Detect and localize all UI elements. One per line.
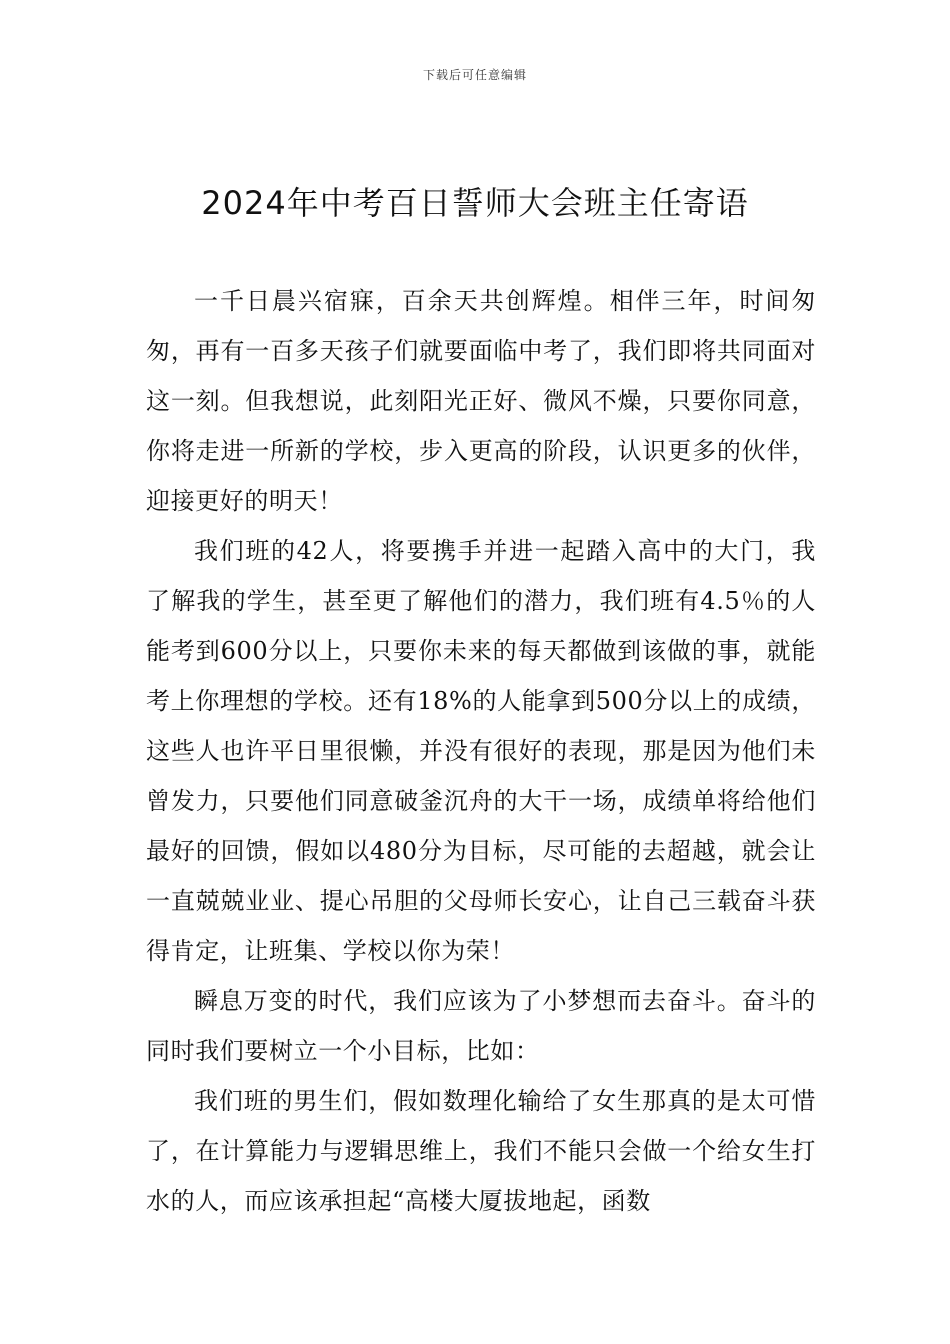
header-note: 下载后可任意编辑 <box>422 68 527 82</box>
paragraph-3: 瞬息万变的时代，我们应该为了小梦想而去奋斗。奋斗的同时我们要树立一个小目标，比如： <box>146 987 816 1065</box>
document-title: 2024年中考百日誓师大会班主任寄语 <box>201 184 749 222</box>
paragraph-1: 一千日晨兴宿寐，百余天共创辉煌。相伴三年，时间匆匆，再有一百多天孩子们就要面临中考了，我们即将共同面对这一刻。但我想说，此刻阳光正好、微风不燥，只要你同意，你将走进一所新的学校，步入更高的阶段，认识更多的伙伴，迎接更好的明天！ <box>146 287 816 515</box>
paragraph-4: 我们班的男生们，假如数理化输给了女生那真的是太可惜了，在计算能力与逻辑思维上，我们不能只会做一个给女生打水的人，而应该承担起“高楼大厦拔地起，函数 <box>146 1087 816 1215</box>
paragraph-2: 我们班的42人，将要携手并进一起踏入高中的大门，我了解我的学生，甚至更了解他们的潜力，我们班有4.5％的人能考到600分以上，只要你未来的每天都做到该做的事，就能考上你理想的学校。还有18%的人能拿到500分以上的成绩，这些人也许平日里很懒，并没有很好的表现，那是因为他们未曾发力，只要他们同意破釜沉舟的大干一场，成绩单将给他们最好的回馈，假如以480分为目标，尽可能的去超越，就会让一直兢兢业业、提心吊胆的父母师长安心，让自己三载奋斗获得肯定，让班集、学校以你为荣！ <box>146 537 816 965</box>
document-body <box>146 276 816 1226</box>
